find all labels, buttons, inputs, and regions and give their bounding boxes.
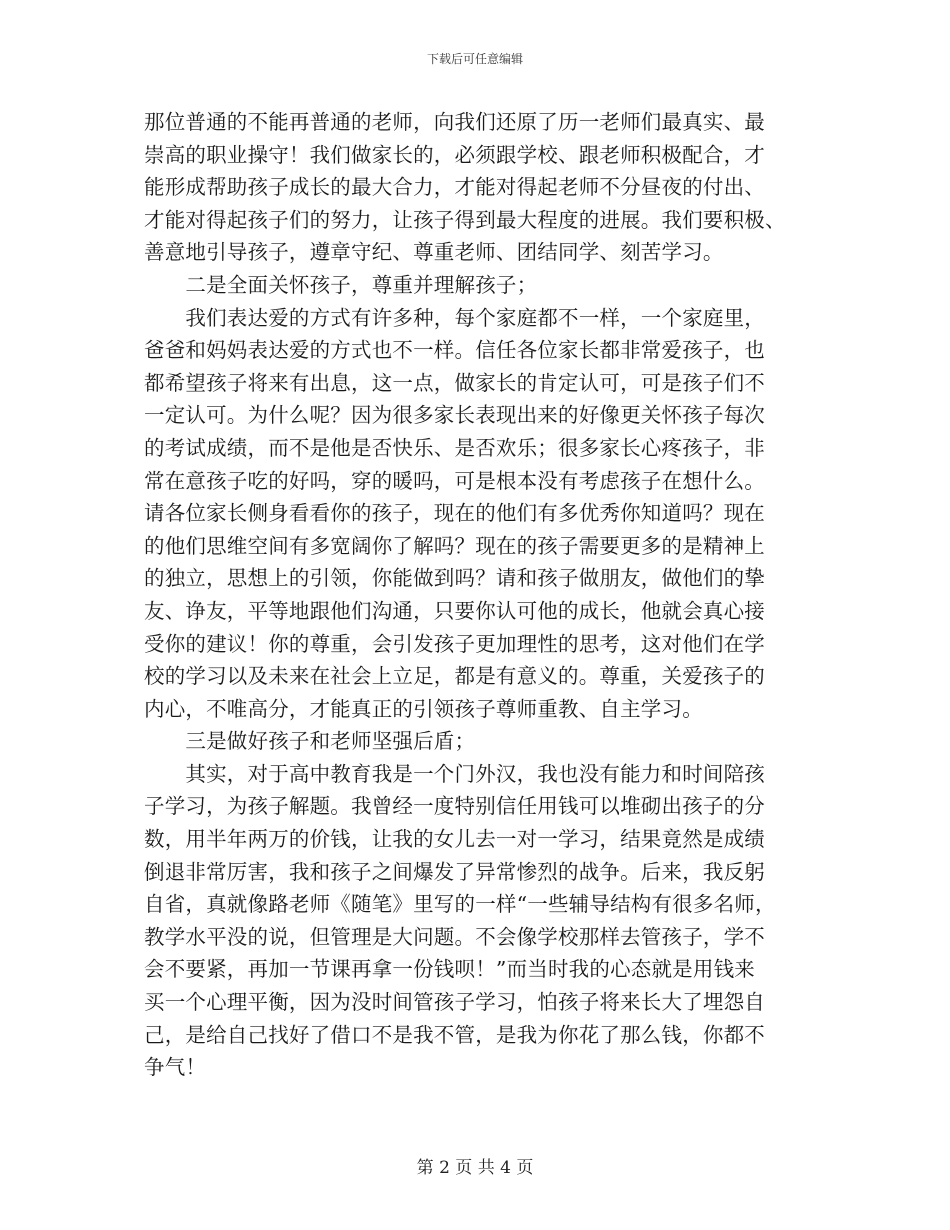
- text-line: 教学水平没的说，但管理是大问题。不会像学校那样去管孩子，学不: [144, 924, 765, 949]
- text-line: 子学习，为孩子解题。我曾经一度特别信任用钱可以堆砌出孩子的分: [144, 794, 765, 819]
- text-line: 才能对得起孩子们的努力，让孩子得到最大程度的进展。我们要积极、: [144, 207, 786, 232]
- section-heading: 二是全面关怀孩子，尊重并理解孩子；: [144, 272, 538, 297]
- text-line: 友、诤友，平等地跟他们沟通，只要你认可他的成长，他就会真心接: [144, 598, 765, 623]
- text-line: 数，用半年两万的价钱，让我的女儿去一对一学习，结果竟然是成绩: [144, 827, 765, 852]
- section-heading: 三是做好孩子和老师坚强后盾；: [144, 729, 476, 754]
- text-line: 崇高的职业操守！我们做家长的，必须跟学校、跟老师积极配合，才: [144, 142, 765, 167]
- text-line: 受你的建议！你的尊重，会引发孩子更加理性的思考，这对他们在学: [144, 631, 765, 656]
- text-line: 倒退非常厉害，我和孩子之间爆发了异常惨烈的战争。后来，我反躬: [144, 859, 765, 884]
- text-line: 的他们思维空间有多宽阔你了解吗？现在的孩子需要更多的是精神上: [144, 533, 765, 558]
- text-line: 的独立，思想上的引领，你能做到吗？请和孩子做朋友，做他们的挚: [144, 566, 765, 591]
- text-line: 买一个心理平衡，因为没时间管孩子学习，怕孩子将来长大了埋怨自: [144, 990, 765, 1015]
- page-number: 第 2 页 共 4 页: [416, 1158, 534, 1178]
- text-line: 己，是给自己找好了借口不是我不管，是我为你花了那么钱，你都不: [144, 1022, 765, 1047]
- text-line: 我们表达爱的方式有许多种，每个家庭都不一样，一个家庭里，: [144, 305, 765, 330]
- text-line: 爸爸和妈妈表达爱的方式也不一样。信任各位家长都非常爱孩子，也: [144, 338, 765, 363]
- text-line: 善意地引导孩子，遵章守纪、尊重老师、团结同学、刻苦学习。: [144, 240, 724, 265]
- text-line: 会不要紧，再加一节课再拿一份钱呗！”而当时我的心态就是用钱来: [144, 957, 755, 982]
- document-body: [144, 106, 816, 1084]
- text-line: 其实，对于高中教育我是一个门外汉，我也没有能力和时间陪孩: [144, 761, 765, 786]
- text-line: 校的学习以及未来在社会上立足，都是有意义的。尊重，关爱孩子的: [144, 664, 765, 689]
- text-line: 那位普通的不能再普通的老师，向我们还原了历一老师们最真实、最: [144, 110, 765, 134]
- text-line: 自省，真就像路老师《随笔》里写的一样“一些辅导结构有很多名师，: [144, 892, 776, 917]
- text-line: 请各位家长侧身看看你的孩子，现在的他们有多优秀你知道吗？现在: [144, 501, 765, 526]
- text-line: 都希望孩子将来有出息，这一点，做家长的肯定认可，可是孩子们不: [144, 370, 765, 395]
- text-line: 争气！: [144, 1055, 207, 1080]
- text-line: 的考试成绩，而不是他是否快乐、是否欢乐；很多家长心疼孩子，非: [144, 435, 765, 460]
- text-line: 一定认可。为什么呢？因为很多家长表现出来的好像更关怀孩子每次: [144, 403, 765, 428]
- page-header: 下载后可任意编辑: [426, 52, 523, 66]
- text-line: 常在意孩子吃的好吗，穿的暖吗，可是根本没有考虑孩子在想什么。: [144, 468, 765, 493]
- text-line: 能形成帮助孩子成长的最大合力，才能对得起老师不分昼夜的付出、: [144, 175, 765, 200]
- text-line: 内心，不唯高分，才能真正的引领孩子尊师重教、自主学习。: [144, 696, 703, 721]
